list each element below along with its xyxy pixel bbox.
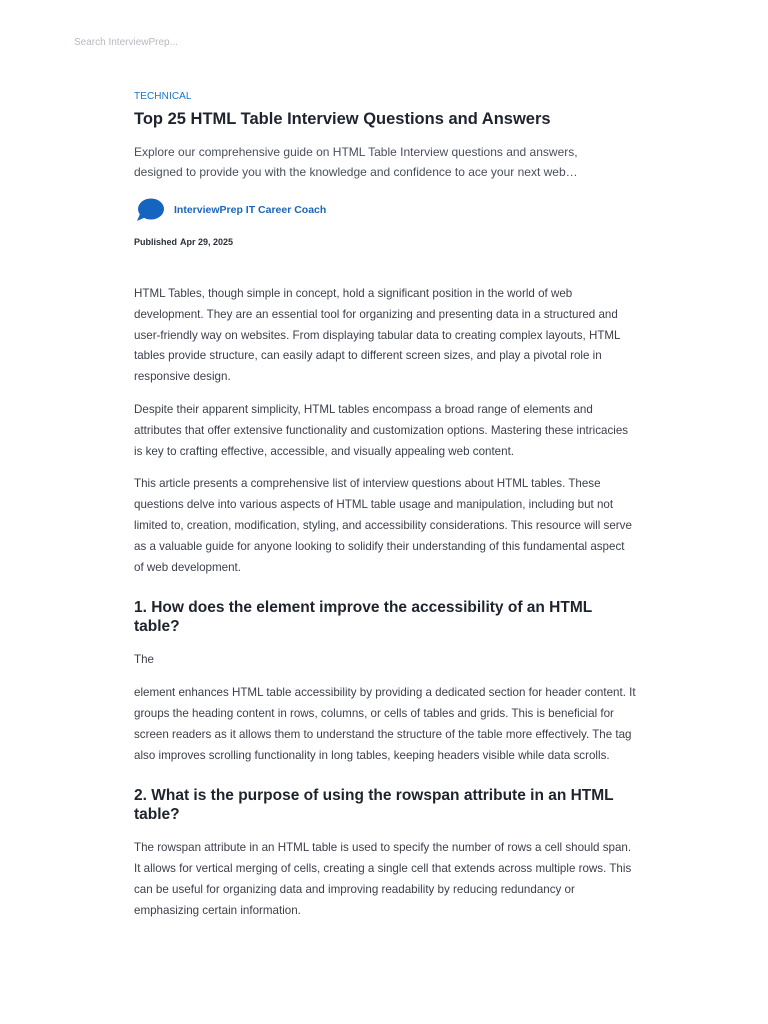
intro-paragraph: Despite their apparent simplicity, HTML tables encompass a broad range of elements and attributes that offer extensive functionality and customization options. Mastering these intricacies is key to crafting effective, accessible, and visually appealing web content. <box>134 402 629 458</box>
answer-lead: The <box>134 653 154 667</box>
published-date <box>134 236 636 248</box>
question-heading: 1. How does the element improve the accessibility of an HTML table? <box>134 599 592 636</box>
intro-paragraph: This article presents a comprehensive list of interview questions about HTML tables. These questions delve into various aspects of HTML table usage and manipulation, including but not limited to, creation, modification, styling, and accessibility considerations. This resource will serve as a valuable guide for anyone looking to solidify their understanding of this fundamental aspect of web development. <box>134 477 632 574</box>
description-line: Explore our comprehensive guide on HTML Table Interview questions and answers, <box>134 145 578 159</box>
description-line: designed to provide you with the knowledge and confidence to ace your next web… <box>134 165 578 179</box>
author-row[interactable] <box>134 196 636 224</box>
answer-paragraph: element enhances HTML table accessibility by providing a dedicated section for header content. It groups the heading content in rows, columns, or cells of tables and grids. This is beneficial for screen readers as it allows them to understand the structure of the table more effectively. The tag also improves scrolling functionality in long tables, keeping headers visible while data scrolls. <box>134 686 636 762</box>
article-body <box>134 284 636 922</box>
published-label: Published <box>134 237 178 247</box>
intro-paragraph: HTML Tables, though simple in concept, hold a significant position in the world of web development. They are an essential tool for organizing and presenting data in a structured and user-friendly way on websites. From displaying tabular data to creating complex layouts, HTML tables provide structure, can easily adapt to different screen sizes, and play a pivotal role in responsive design. <box>134 287 621 384</box>
article <box>134 90 636 934</box>
search-input[interactable] <box>74 34 374 50</box>
category-label[interactable]: TECHNICAL <box>134 91 192 102</box>
article-description <box>134 142 636 182</box>
author-name[interactable]: InterviewPrep IT Career Coach <box>174 204 327 216</box>
speech-bubble-icon <box>135 198 165 222</box>
published-value: Apr 29, 2025 <box>180 237 234 247</box>
question-heading: 2. What is the purpose of using the rowspan attribute in an HTML table? <box>134 787 614 824</box>
answer-paragraph: The rowspan attribute in an HTML table is used to specify the number of rows a cell should span. It allows for vertical merging of cells, creating a single cell that extends across multiple rows. This can be useful for organizing data and improving readability by reducing redundancy or emphasizing certain information. <box>134 841 632 917</box>
page-title: Top 25 HTML Table Interview Questions and Answers <box>134 110 551 128</box>
